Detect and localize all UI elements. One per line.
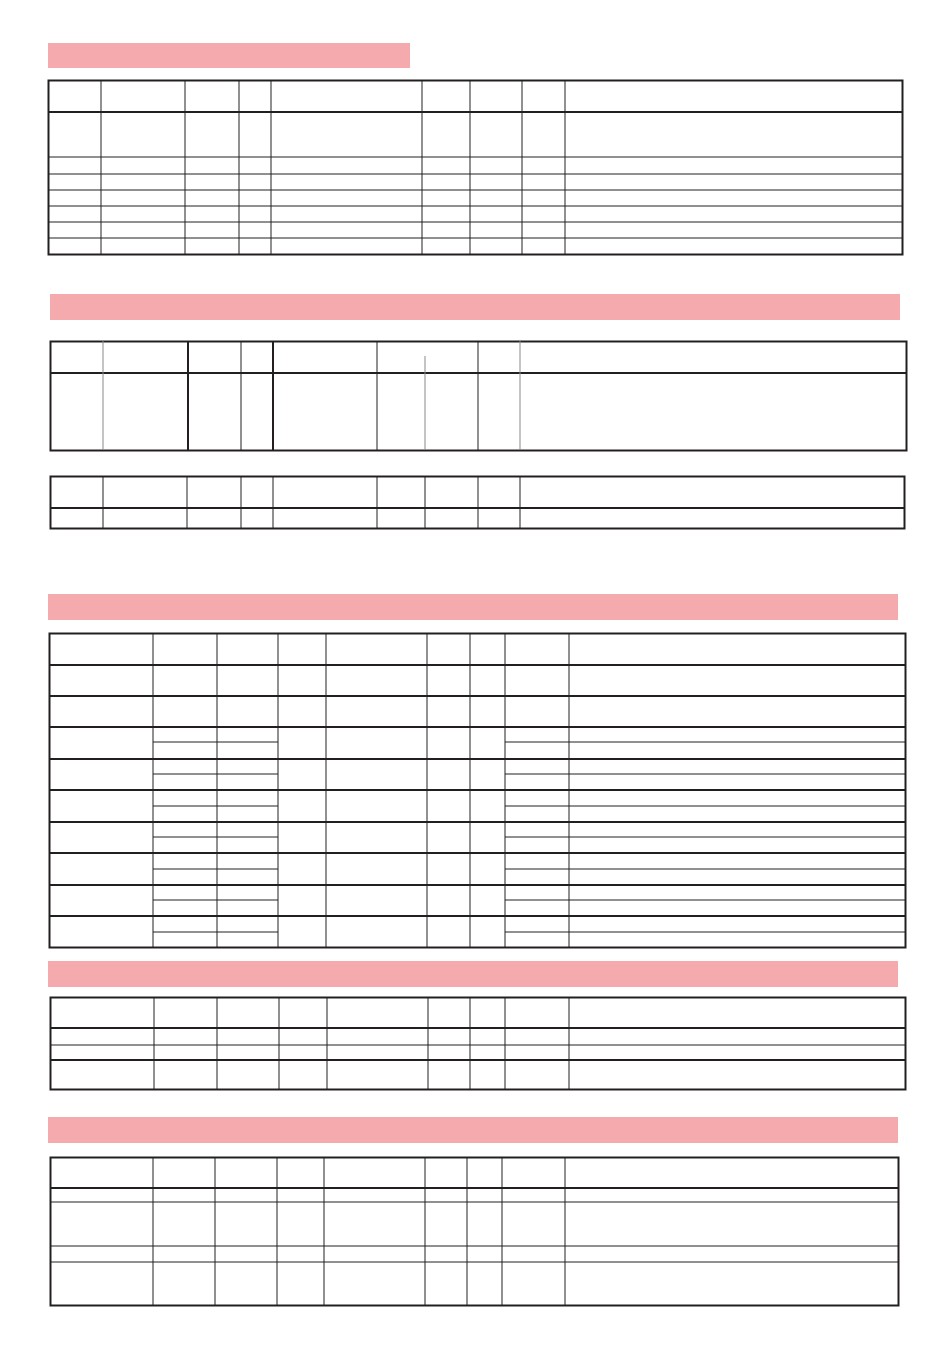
- table-2a: [50, 341, 907, 451]
- table-2b: [50, 476, 905, 529]
- table-3: [49, 633, 906, 948]
- table-4: [50, 997, 906, 1090]
- table-1: [48, 80, 903, 255]
- table-5: [50, 1157, 899, 1306]
